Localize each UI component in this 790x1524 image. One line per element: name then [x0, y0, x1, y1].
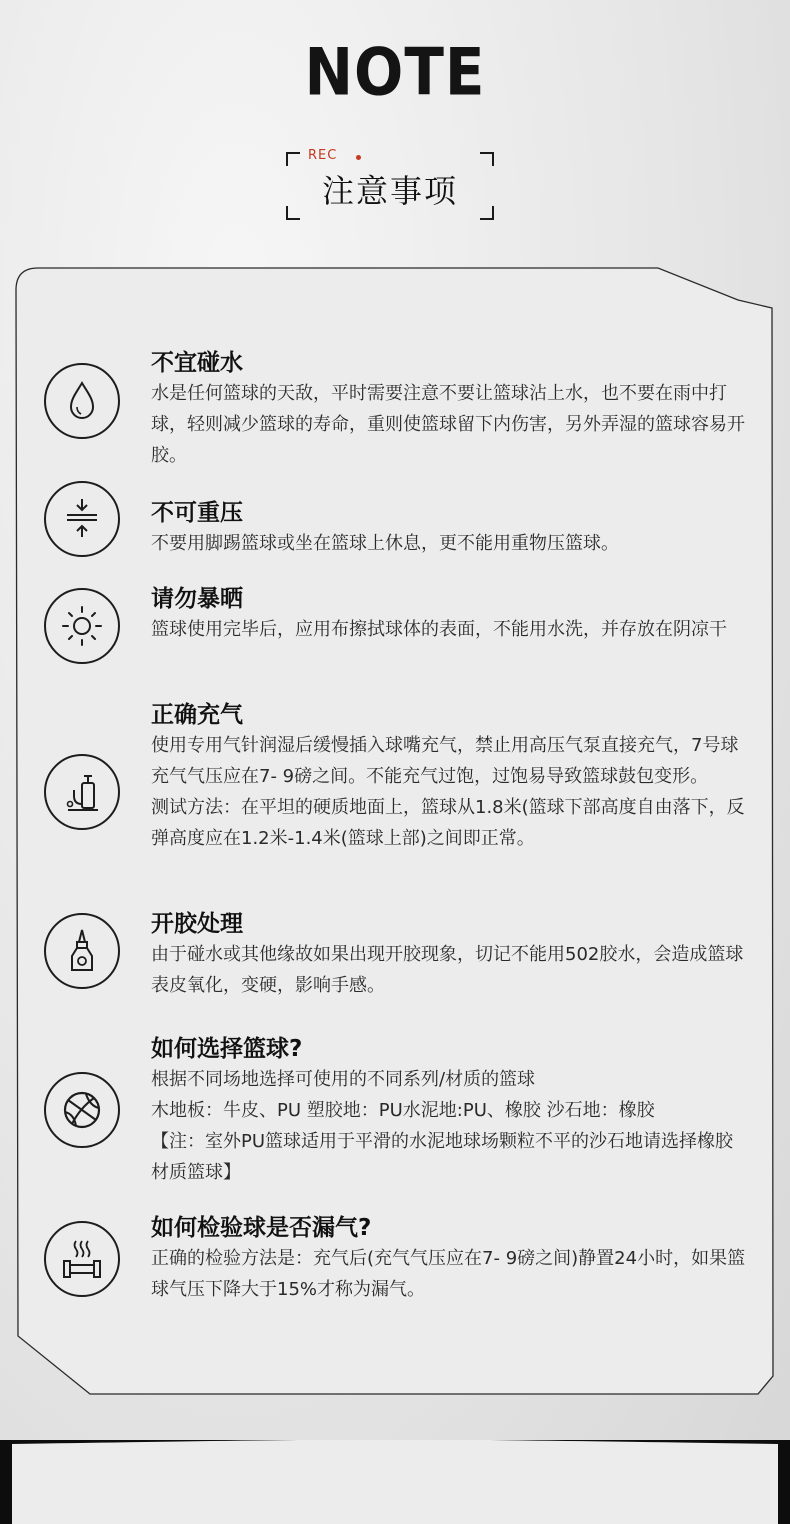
item-paragraph: 篮球使用完毕后，应用布擦拭球体的表面，不能用水洗，并存放在阴凉干 [151, 619, 727, 640]
item-title: 不可重压 [151, 500, 243, 526]
item-title: 正确充气 [151, 702, 243, 728]
item-paragraph: 根据不同场地选择可使用的不同系列/材质的篮球 [151, 1069, 536, 1090]
pump-icon [44, 754, 120, 830]
item-body [151, 1243, 751, 1305]
item-body [151, 528, 751, 559]
item-paragraph: 由于碰水或其他缘故如果出现开胶现象，切记不能用502胶水，会造成篮球表皮氧化，变硬，影响手感。 [151, 944, 744, 996]
item-title: 如何检验球是否漏气? [151, 1215, 372, 1241]
item-body [151, 378, 751, 471]
item-title: 开胶处理 [151, 911, 243, 937]
rec-label: REC [308, 148, 338, 163]
item-title: 如何选择篮球? [151, 1036, 303, 1062]
bottom-decoration [0, 1440, 790, 1524]
leak-pipe-icon [44, 1221, 120, 1297]
item-body [151, 614, 751, 645]
note-title: NOTE [304, 33, 486, 111]
basketball-icon [44, 1072, 120, 1148]
item-title: 请勿暴晒 [151, 586, 243, 612]
item-paragraph: 不要用脚踢篮球或坐在篮球上休息，更不能用重物压篮球。 [151, 533, 619, 554]
water-drop-icon [44, 363, 120, 439]
item-paragraph: 正确的检验方法是：充气后(充气气压应在7- 9磅之间)静置24小时，如果篮球气压下降大于15%才称为漏气。 [151, 1248, 746, 1300]
item-body [151, 730, 751, 854]
sun-icon [44, 588, 120, 664]
item-paragraph: 水是任何篮球的天敌，平时需要注意不要让篮球沾上水，也不要在雨中打球，轻则减少篮球的寿命，重则使篮球留下内伤害，另外弄湿的篮球容易开胶。 [151, 383, 745, 466]
item-paragraph: 木地板：牛皮、PU 塑胶地：PU水泥地:PU、橡胶 沙石地：橡胶 [151, 1100, 655, 1121]
item-paragraph: 测试方法：在平坦的硬质地面上，篮球从1.8米(篮球下部高度自由落下，反弹高度应在1.2米-1.4米(篮球上部)之间即正常。 [151, 797, 745, 849]
item-body [151, 1064, 751, 1188]
item-title: 不宜碰水 [151, 350, 243, 376]
item-body [151, 939, 751, 1001]
section-subtitle: 注意事项 [321, 172, 458, 210]
item-paragraph: 使用专用气针润湿后缓慢插入球嘴充气，禁止用高压气泵直接充气，7号球充气气压应在7- 9磅之间。不能充气过饱，过饱易导致篮球鼓包变形。 [151, 735, 739, 787]
item-paragraph: 【注：室外PU篮球适用于平滑的水泥地球场颗粒不平的沙石地请选择橡胶材质篮球】 [151, 1131, 734, 1183]
glue-bottle-icon [44, 913, 120, 989]
pressure-icon [44, 481, 120, 557]
